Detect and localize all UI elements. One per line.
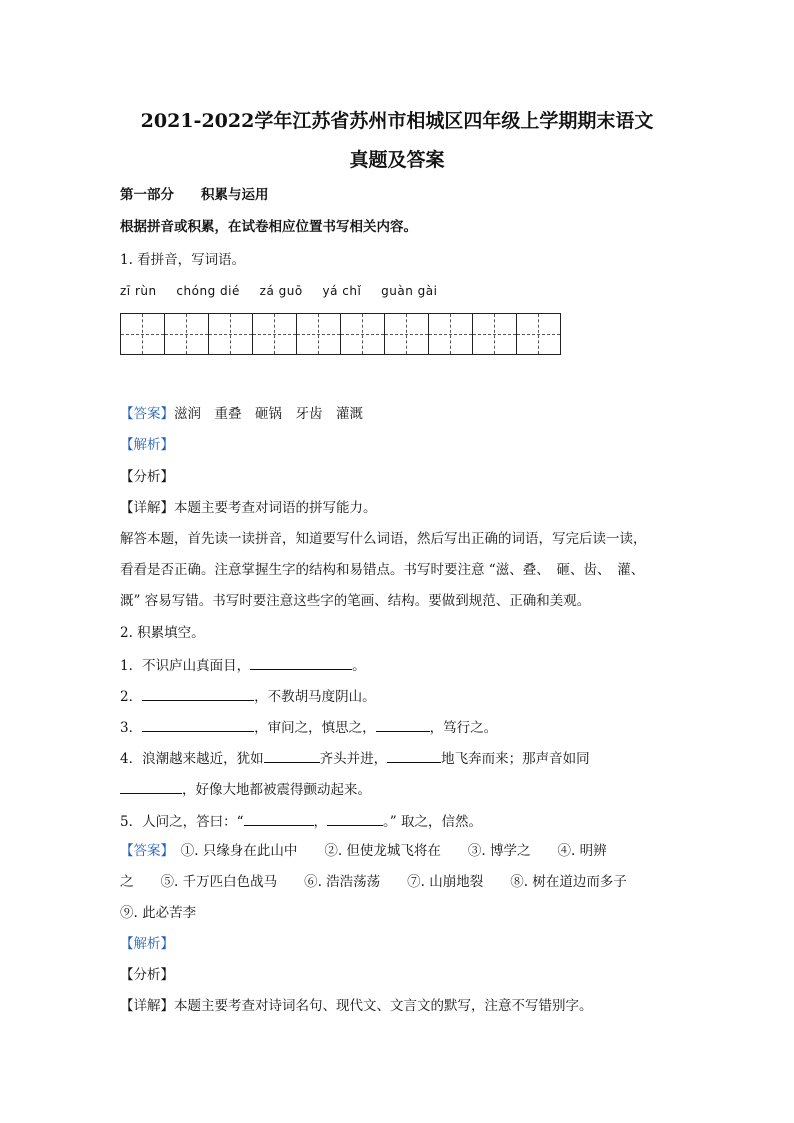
q2-item2	[120, 686, 680, 707]
q2-item5	[120, 811, 680, 832]
answer-tag: 【答案】	[120, 843, 168, 859]
answer-tag: 【答案】	[120, 406, 174, 422]
grid-cell[interactable]	[385, 313, 429, 355]
pinyin-item: guàn gài	[381, 284, 438, 298]
part-heading: 第一部分 积累与运用	[120, 187, 269, 203]
q1-label: 1. 看拼音，写词语。	[120, 252, 246, 268]
fill-text: 2．	[120, 689, 143, 705]
grid-cell[interactable]	[341, 313, 385, 355]
fill-blank[interactable]	[327, 811, 383, 826]
q2-detail	[120, 996, 680, 1016]
pinyin-item: zá guō	[259, 284, 303, 298]
q2-item4-cont	[120, 779, 680, 800]
fill-text: ，不教胡马度阴山。	[254, 689, 376, 705]
fill-text: 5．人问之，答曰：“	[120, 814, 244, 830]
pinyin-item: chóng dié	[176, 284, 240, 298]
fill-text: ，审问之，慎思之，	[254, 720, 376, 736]
instruction: 根据拼音或积累，在试卷相应位置书写相关内容。	[120, 219, 417, 235]
grid-cell[interactable]	[517, 313, 561, 355]
fill-blank[interactable]	[376, 717, 430, 732]
fill-text: ，笃行之。	[429, 720, 498, 736]
grid-cell[interactable]	[121, 313, 165, 355]
grid-cell[interactable]	[253, 313, 297, 355]
fill-blank[interactable]	[120, 779, 182, 794]
fill-text: ，好像大地都被震得颤动起来。	[182, 782, 371, 798]
q1-explain-1: 解答本题，首先读一读拼音，知道要写什么词语，然后写出正确的词语，写完后读一读，	[120, 531, 647, 547]
grid-cell[interactable]	[209, 313, 253, 355]
q2-answer-line2: 之 ⑤. 千万匹白色战马 ⑥. 浩浩荡荡 ⑦. 山崩地裂 ⑧. 树在道边而多子	[120, 874, 627, 890]
fill-text: 4．浪潮越来越近，犹如	[120, 751, 264, 767]
fill-text: 。” 取之，信然。	[383, 814, 482, 830]
document-title-line2: 真题及答案	[349, 149, 445, 171]
grid-cell[interactable]	[473, 313, 517, 355]
grid-cell[interactable]	[297, 313, 341, 355]
fill-text: 地飞奔而来；那声音如同	[441, 751, 590, 767]
detail-tag: 【详解】	[120, 500, 174, 516]
detail-text: 本题主要考查对诗词名句、现代文、文言文的默写，注意不写错别字。	[174, 998, 593, 1014]
answer-text: 滋润 重叠 砸锅 牙齿 灌溉	[174, 406, 363, 422]
q2-item1	[120, 655, 680, 676]
fill-text: ，	[313, 814, 327, 830]
q2-answer-line1	[120, 841, 680, 861]
q2-item4	[120, 748, 680, 769]
q1-analysis-tag: 【解析】	[120, 437, 174, 453]
q1-explain-3: 溉” 容易写错。书写时要注意这些字的笔画、结构。要做到规范、正确和美观。	[120, 593, 591, 609]
q1-detail	[120, 498, 680, 518]
fill-blank[interactable]	[264, 748, 320, 763]
q2-fenxi: 【分析】	[120, 967, 174, 983]
fill-blank[interactable]	[387, 748, 441, 763]
q2-item3	[120, 717, 680, 738]
fill-blank[interactable]	[142, 686, 254, 701]
fill-blank[interactable]	[142, 717, 254, 732]
fill-text: 。	[352, 658, 366, 674]
pinyin-item: zī rùn	[120, 284, 157, 298]
pinyin-row	[120, 281, 680, 301]
q1-explain-2: 看看是否正确。注意掌握生字的结构和易错点。书写时要注意 “滋、叠、 砸、齿、 灌、	[120, 562, 645, 578]
fill-blank[interactable]	[244, 811, 314, 826]
grid-cell[interactable]	[429, 313, 473, 355]
writing-grid	[120, 313, 561, 355]
q2-analysis-tag: 【解析】	[120, 936, 174, 952]
q2-label: 2. 积累填空。	[120, 625, 205, 641]
q1-fenxi: 【分析】	[120, 469, 174, 485]
document-title-line1: 2021-2022学年江苏省苏州市相城区四年级上学期期末语文	[140, 110, 654, 132]
detail-text: 本题主要考查对词语的拼写能力。	[174, 500, 377, 516]
pinyin-item: yá chǐ	[322, 284, 362, 298]
fill-text: 1．不识庐山真面目，	[120, 658, 251, 674]
fill-text: 齐头并进，	[319, 751, 388, 767]
answer-text: ①. 只缘身在此山中 ②. 但使龙城飞将在 ③. 博学之 ④. 明辨	[167, 843, 607, 859]
fill-blank[interactable]	[250, 655, 352, 670]
fill-text: 3．	[120, 720, 143, 736]
q2-answer-line3: ⑨. 此必苦李	[120, 905, 197, 921]
detail-tag: 【详解】	[120, 998, 174, 1014]
q1-answer	[120, 404, 680, 424]
grid-cell[interactable]	[165, 313, 209, 355]
